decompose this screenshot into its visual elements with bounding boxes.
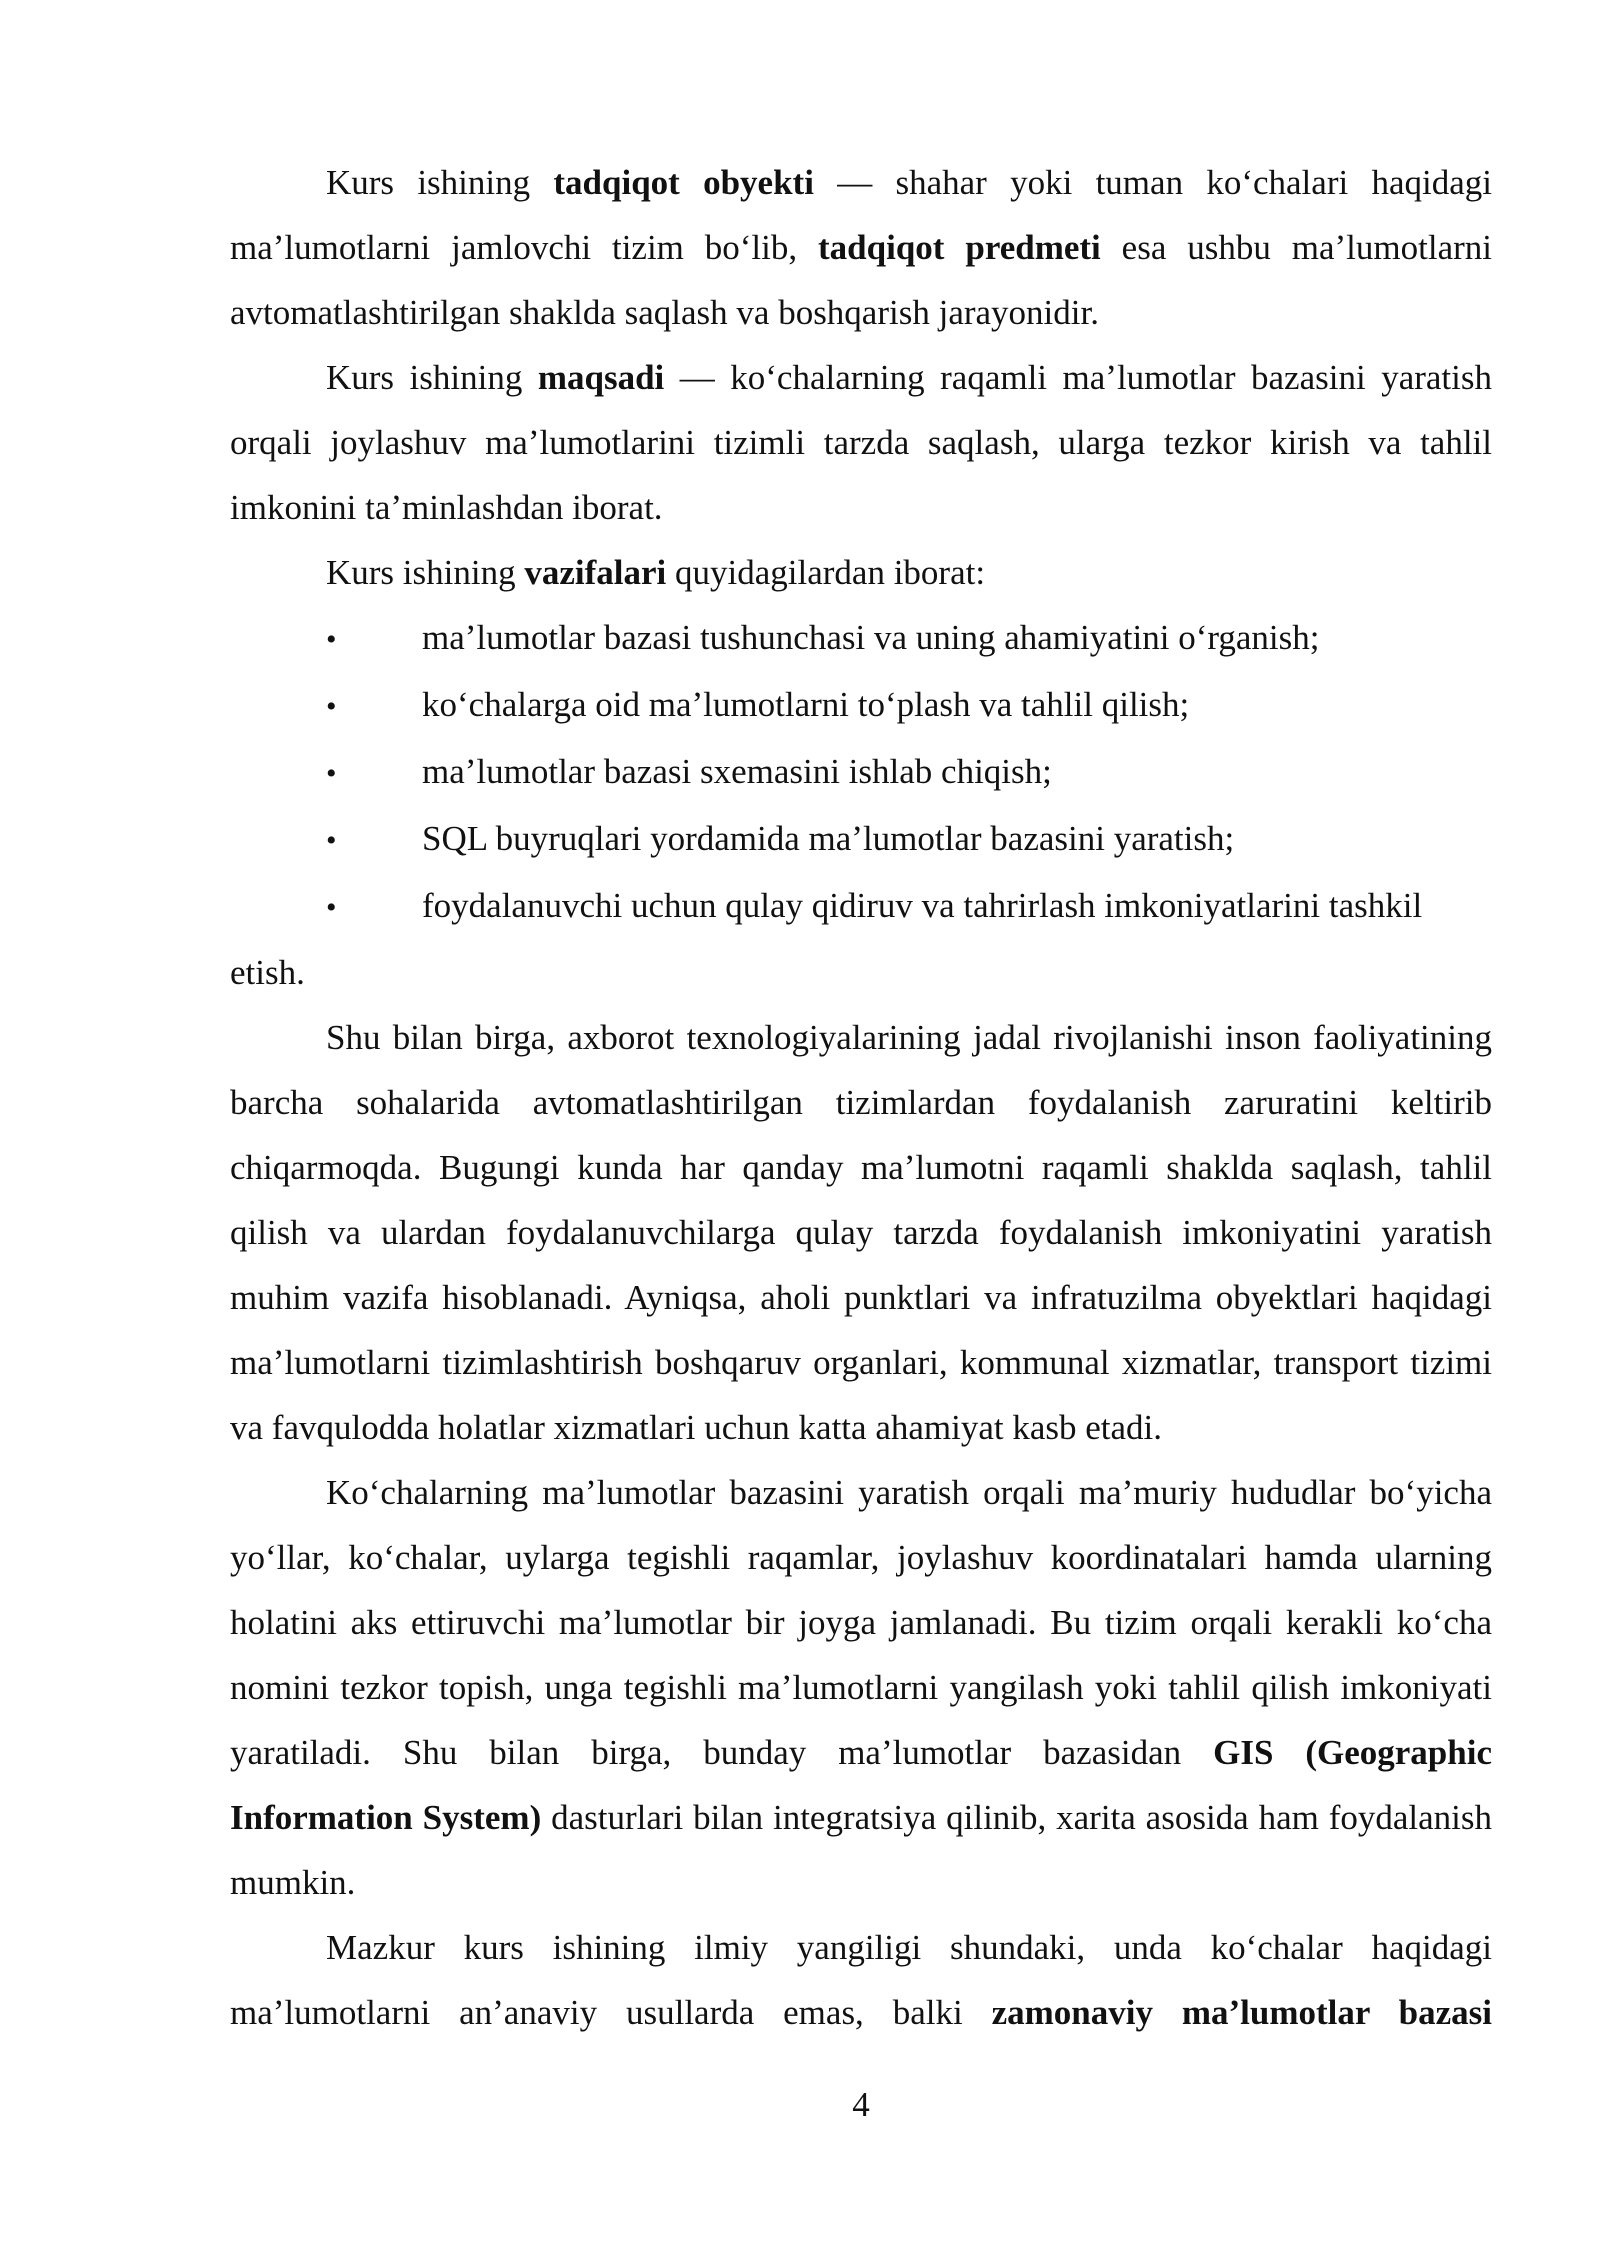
paragraph-research-object bbox=[230, 150, 1492, 345]
list-item-text: maʼlumotlar bazasi tushunchasi va uning ahamiyatini oʻrganish; bbox=[422, 618, 1320, 657]
paragraph-tasks-intro bbox=[230, 540, 1492, 605]
list-item-text: maʼlumotlar bazasi sxemasini ishlab chiqish; bbox=[422, 752, 1052, 791]
list-item bbox=[230, 873, 1492, 940]
text-run: — shahar yoki tuman koʻchalari haqidagi maʼlumotlarni jamlovchi tizim boʻlib, bbox=[230, 163, 1492, 267]
bold-term-research-subject: tadqiqot predmeti bbox=[818, 228, 1101, 267]
task-list bbox=[230, 605, 1492, 1005]
bullet-icon: • bbox=[326, 824, 337, 857]
text-run: quyidagilardan iborat: bbox=[666, 553, 986, 592]
bullet-icon: • bbox=[326, 891, 337, 924]
bullet-icon: • bbox=[326, 757, 337, 790]
list-item bbox=[230, 806, 1492, 873]
list-item-continuation: etish. bbox=[230, 953, 305, 992]
paragraph-goal bbox=[230, 345, 1492, 540]
paragraph-street-database bbox=[230, 1460, 1492, 1915]
text-run: Koʻchalarning maʼlumotlar bazasini yaratish orqali maʼmuriy hududlar boʻyicha yoʻllar, koʻchalar, uylarga tegishli raqamlar, joylashuv koordinatalari hamda ularning holatini aks ettiruvchi maʼlumotlar bir joyga jamlanadi. Bu tizim orqali kerakli koʻcha nomini tezkor topish, unga tegishli maʼlumotlarni yangilash yoki tahlil qilish imkoniyati yaratiladi. Shu bilan birga, bunday maʼlumotlar bazasidan bbox=[230, 1473, 1492, 1772]
text-run: — koʻchalarning raqamli maʼlumotlar bazasini yaratish orqali joylashuv maʼlumotlarini tizimli tarzda saqlash, ularga tezkor kirish va tahlil imkonini taʼminlashdan iborat. bbox=[230, 358, 1492, 527]
bold-term-goal: maqsadi bbox=[537, 358, 665, 397]
list-item-text: SQL buyruqlari yordamida maʼlumotlar bazasini yaratish; bbox=[422, 819, 1235, 858]
bold-term-research-object: tadqiqot obyekti bbox=[553, 163, 814, 202]
list-item bbox=[230, 739, 1492, 806]
list-item-text: foydalanuvchi uchun qulay qidiruv va tahrirlash imkoniyatlarini tashkil bbox=[422, 886, 1423, 925]
bold-term-modern-database: zamonaviy maʼlumotlar bazasi bbox=[991, 1993, 1492, 2032]
paragraph-it-development: Shu bilan birga, axborot texnologiyalarining jadal rivojlanishi inson faoliyatining barcha sohalarida avtomatlashtirilgan tizimlardan foydalanish zaruratini keltirib chiqarmoqda. Bugungi kunda har qanday maʼlumotni raqamli shaklda saqlash, tahlil qilish va ulardan foydalanuvchilarga qulay tarzda foydalanish imkoniyatini yaratish muhim vazifa hisoblanadi. Ayniqsa, aholi punktlari va infratuzilma obyektlari haqidagi maʼlumotlarni tizimlashtirish boshqaruv organlari, kommunal xizmatlar, transport tizimi va favqulodda holatlar xizmatlari uchun katta ahamiyat kasb etadi. bbox=[230, 1018, 1492, 1447]
text-run: Kurs ishining bbox=[326, 358, 538, 397]
text-run: dasturlari bilan integratsiya qilinib, xarita asosida ham foydalanish mumkin. bbox=[230, 1798, 1492, 1902]
page-number: 4 bbox=[852, 2085, 870, 2124]
bullet-icon: • bbox=[326, 623, 337, 656]
list-item bbox=[230, 672, 1492, 739]
text-run: esa ushbu maʼlumotlarni avtomatlashtirilgan shaklda saqlash va boshqarish jarayonidir. bbox=[230, 228, 1492, 332]
text-run: Kurs ishining bbox=[326, 163, 554, 202]
bold-term-gis: GIS (Geographic Information System) bbox=[230, 1733, 1492, 1837]
paragraph-scientific-novelty bbox=[230, 1915, 1492, 2045]
text-run: Kurs ishining bbox=[326, 553, 525, 592]
list-item bbox=[230, 605, 1492, 672]
bold-term-tasks: vazifalari bbox=[524, 553, 667, 592]
list-item-text: koʻchalarga oid maʼlumotlarni toʻplash va tahlil qilish; bbox=[422, 685, 1190, 724]
page-body bbox=[230, 150, 1492, 2045]
bullet-icon: • bbox=[326, 690, 337, 723]
text-run: Mazkur kurs ishining ilmiy yangiligi shundaki, unda koʻchalar haqidagi maʼlumotlarni anʼanaviy usullarda emas, balki bbox=[230, 1928, 1492, 2032]
